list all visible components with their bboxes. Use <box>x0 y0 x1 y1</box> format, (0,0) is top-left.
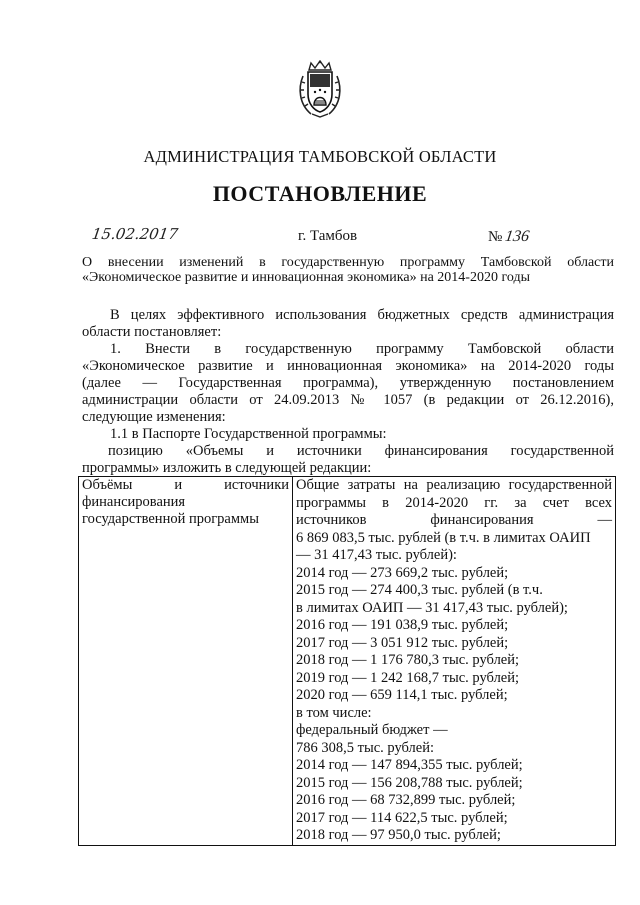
cell-line: Объёмы и источники <box>82 477 289 493</box>
tambov-coat-of-arms-icon <box>297 60 343 118</box>
cell-line: в лимитах ОАИП — 31 417,43 тыс. рублей); <box>296 599 568 616</box>
body-line: 1. Внести в государственную программу Тамбовской области <box>110 341 614 357</box>
table-cell-label <box>79 477 293 846</box>
cell-line: 2014 год — 147 894,355 тыс. рублей; <box>296 757 523 773</box>
cell-line: 2015 год — 156 208,788 тыс. рублей; <box>296 774 523 791</box>
body-line: 1.1 в Паспорте Государственной программы: <box>110 426 387 442</box>
cell-line: 2016 год — 68 732,899 тыс. рублей; <box>296 792 516 808</box>
cell-line: 2017 год — 114 622,5 тыс. рублей; <box>296 809 508 826</box>
cell-line: программы в 2014-2020 гг. за счет всех <box>296 494 612 511</box>
document-body <box>82 307 614 477</box>
body-line: позицию «Объемы и источники финансирования государственной <box>108 443 614 459</box>
body-line: «Экономическое развитие и инновационная экономика» на 2014-2020 годы <box>82 358 614 374</box>
cell-line: 2018 год — 1 176 780,3 тыс. рублей; <box>296 652 520 668</box>
handwritten-number: 136 <box>504 228 531 245</box>
cell-line: 2018 год — 97 950,0 тыс. рублей; <box>296 827 501 843</box>
cell-line: 2017 год — 3 051 912 тыс. рублей; <box>296 634 509 651</box>
cell-line: — 31 417,43 тыс. рублей): <box>296 547 457 563</box>
table-row <box>79 477 616 846</box>
table-cell-value <box>293 477 616 846</box>
cell-line: 2016 год — 191 038,9 тыс. рублей; <box>296 617 509 633</box>
cell-line: 6 869 083,5 тыс. рублей (в т.ч. в лимитах ОАИП <box>296 529 591 546</box>
passport-table <box>78 476 616 846</box>
body-line: программы» изложить в следующей редакции: <box>82 460 372 476</box>
body-line: (далее — Государственная программа), утвержденную постановлением <box>82 375 614 391</box>
cell-line: федеральный бюджет — <box>296 722 448 738</box>
cell-line: государственной программы <box>82 511 259 527</box>
cell-line: 786 308,5 тыс. рублей: <box>296 739 434 756</box>
cell-line: финансирования <box>82 494 186 510</box>
body-line: области постановляет: <box>82 324 222 340</box>
subject-line: О внесении изменений в государственную программу Тамбовской области <box>82 255 614 270</box>
number-prefix: № <box>488 229 503 245</box>
cell-line: 2019 год — 1 242 168,7 тыс. рублей; <box>296 669 520 686</box>
handwritten-date: 15.02.2017 <box>90 225 180 243</box>
document-number <box>488 228 529 246</box>
city-name: г. Тамбов <box>298 228 358 244</box>
cell-line: 2020 год — 659 114,1 тыс. рублей; <box>296 687 508 703</box>
cell-line: в том числе: <box>296 704 372 721</box>
cell-line: Общие затраты на реализацию государственной <box>296 477 612 493</box>
body-line: администрации области от 24.09.2013 № 1057 (в редакции от 26.12.2016), <box>82 392 614 408</box>
body-line: следующие изменения: <box>82 409 226 425</box>
body-line: В целях эффективного использования бюджетных средств администрация <box>110 307 614 323</box>
document-type-title: ПОСТАНОВЛЕНИЕ <box>212 181 428 206</box>
document-subject <box>82 255 614 285</box>
cell-line: 2015 год — 274 400,3 тыс. рублей (в т.ч. <box>296 582 543 598</box>
cell-line: 2014 год — 273 669,2 тыс. рублей; <box>296 564 509 581</box>
subject-line: «Экономическое развитие и инновационная экономика» на 2014-2020 годы <box>82 270 530 285</box>
cell-line: источников финансирования — <box>296 512 612 528</box>
agency-name: АДМИНИСТРАЦИЯ ТАМБОВСКОЙ ОБЛАСТИ <box>143 147 497 166</box>
